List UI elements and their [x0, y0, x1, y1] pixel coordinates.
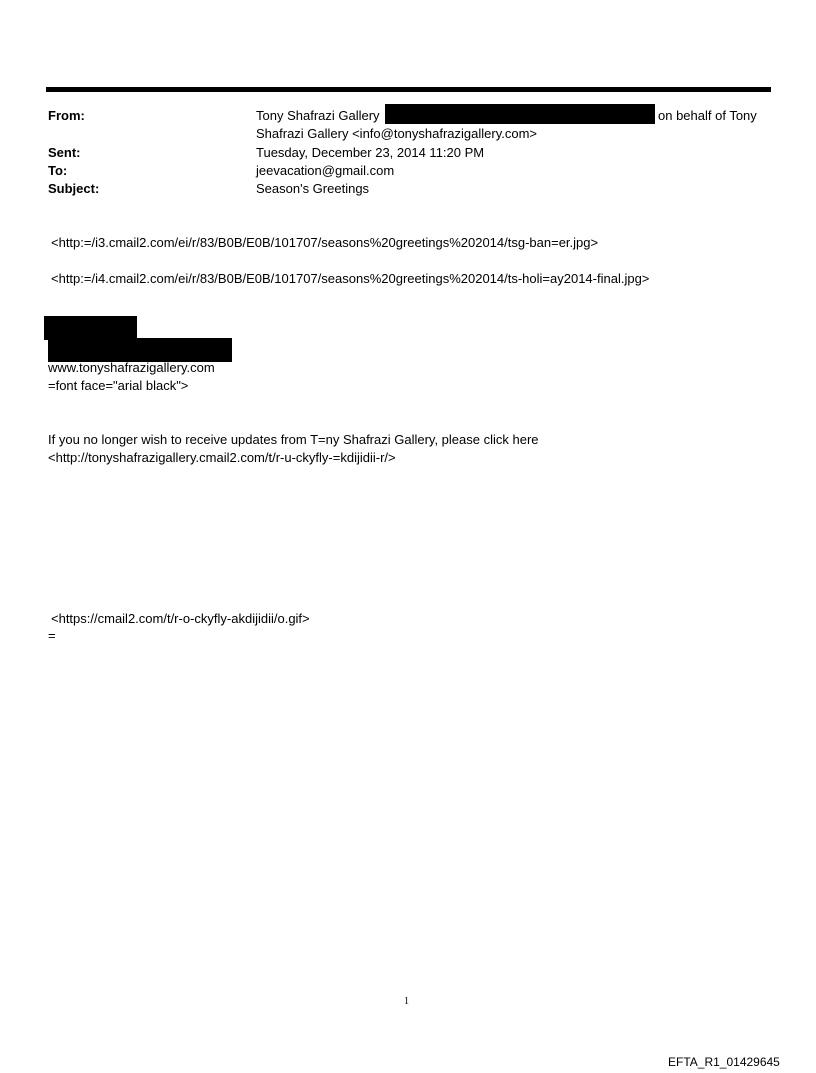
- from-on-behalf: on behalf of Tony: [658, 108, 757, 123]
- website-text: www.tonyshafrazigallery.com: [48, 360, 215, 375]
- image-link-2: <http:=/i4.cmail2.com/ei/r/83/B0B/E0B/101707/seasons%20greetings%202014/ts-holi=ay2014-final.jpg>: [51, 271, 650, 286]
- tracking-pixel-link: <https://cmail2.com/t/r-o-ckyfly-akdijidii/o.gif>: [51, 611, 310, 626]
- subject-value: Season's Greetings: [256, 181, 370, 196]
- from-line-2: Shafrazi Gallery <info@tonyshafrazigallery.com>: [256, 126, 538, 141]
- trailing-equals: =: [48, 628, 56, 643]
- from-label: From:: [48, 108, 85, 123]
- page-number: 1: [404, 996, 409, 1007]
- redaction-block-1: [44, 316, 137, 340]
- bates-number: EFTA_R1_01429645: [668, 1055, 780, 1069]
- to-value: jeevacation@gmail.com: [256, 163, 395, 178]
- to-label: To:: [48, 163, 68, 178]
- sent-value: Tuesday, December 23, 2014 11:20 PM: [256, 145, 485, 160]
- sent-label: Sent:: [48, 145, 81, 160]
- image-link-1: <http:=/i3.cmail2.com/ei/r/83/B0B/E0B/101707/seasons%20greetings%202014/tsg-ban=er.jpg>: [51, 235, 599, 250]
- subject-label: Subject:: [48, 181, 100, 196]
- unsubscribe-link: <http://tonyshafrazigallery.cmail2.com/t/r-u-ckyfly-=kdijidii-r/>: [48, 450, 396, 465]
- header-rule: [46, 87, 771, 92]
- redaction-sender-email: [385, 104, 655, 124]
- from-name: Tony Shafrazi Gallery: [256, 108, 380, 123]
- font-tag-text: =font face="arial black">: [48, 378, 189, 393]
- unsubscribe-text: If you no longer wish to receive updates from T=ny Shafrazi Gallery, please click here: [48, 432, 539, 447]
